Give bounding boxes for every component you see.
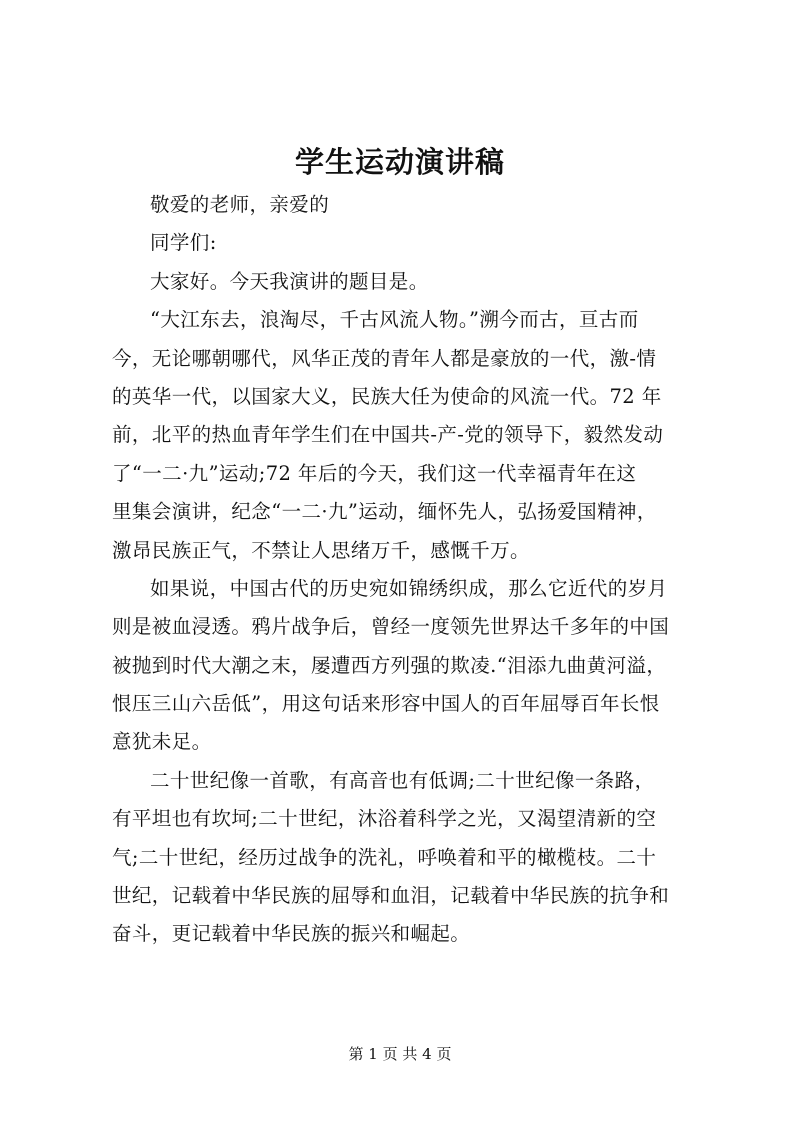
text-line: 则是被血浸透。鸦片战争后，曾经一度领先世界达千多年的中国 [112,615,670,639]
document-body [112,186,714,954]
text-line: 大家好。今天我演讲的题目是。 [150,269,429,293]
text-line: 了“一二·九”运动;72 年后的今天，我们这一代幸福青年在这 [112,461,637,485]
text-line: 敬爱的老师，亲爱的 [150,193,330,216]
text-line: 前，北平的热血青年学生们在中国共-产-党的领导下，毅然发动 [112,423,664,447]
text-line: 里集会演讲，纪念“一二·九”运动，缅怀先人，弘扬爱国精神， [112,500,657,524]
text-line: “大江东去，浪淘尽，千古风流人物。”溯今而古，亘古而 [150,308,639,332]
text-line: 激昂民族正气，不禁让人思绪万千，感慨千万。 [112,538,530,562]
text-line: 二十世纪像一首歌，有高音也有低调;二十世纪像一条路， [150,768,655,792]
page-number-footer [0,1044,800,1064]
text-line: 恨压三山六岳低”，用这句话来形容中国人的百年屈辱百年长恨 [112,692,660,716]
text-line: 的英华一代，以国家大义，民族大任为使命的风流一代。72 年 [112,384,662,408]
text-line: 有平坦也有坎坷;二十世纪，沐浴着科学之光，又渴望清新的空 [112,807,657,831]
text-line: 同学们: [150,231,217,255]
page-number-label: 第 1 页 共 4 页 [348,1045,452,1063]
text-line: 如果说，中国古代的历史宛如锦绣织成，那么它近代的岁月 [150,576,668,600]
page-title: 学生运动演讲稿 [294,145,505,179]
text-line: 被抛到时代大潮之末，屡遭西方列强的欺凌.“泪添九曲黄河溢， [112,653,667,677]
text-line: 今，无论哪朝哪代，风华正茂的青年人都是豪放的一代，激-情 [112,346,657,370]
text-line: 气;二十世纪，经历过战争的洗礼，呼唤着和平的橄榄枝。二十 [112,845,657,869]
text-line: 奋斗，更记载着中华民族的振兴和崛起。 [112,922,471,946]
text-line: 意犹未足。 [112,730,212,754]
text-line: 世纪，记载着中华民族的屈辱和血泪，记载着中华民族的抗争和 [112,884,670,908]
